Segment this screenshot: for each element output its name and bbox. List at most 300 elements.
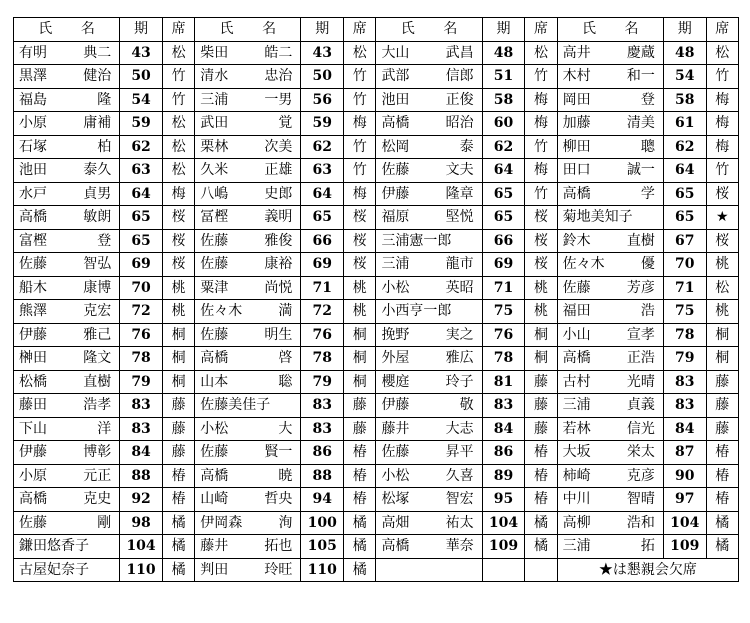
name-cell [195,253,301,277]
name-cell [557,300,663,324]
family-name: 高橋 [381,115,410,132]
seat-cell: 桜 [706,229,738,253]
seat-cell: 梅 [706,135,738,159]
header-term: 期 [301,18,344,42]
given-name: 克彦 [626,467,655,484]
seat-cell: 松 [162,135,194,159]
term-cell: 66 [301,229,344,253]
header-name-label [14,18,119,40]
family-name: 松塚 [381,491,410,508]
seat-cell: 梅 [706,112,738,136]
name-cell [557,276,663,300]
seat-cell: 桃 [706,300,738,324]
given-name: 隆文 [83,350,112,367]
header-seat: 席 [525,18,557,42]
seat-cell: 橘 [162,558,194,582]
table-row [14,300,739,324]
given-name: 龍市 [445,256,474,273]
family-name: 黒澤 [19,68,47,85]
given-name: 祐太 [445,514,474,531]
term-cell: 104 [663,511,706,535]
family-name: 古村 [562,373,591,390]
given-name: 文夫 [445,162,474,179]
table-row [14,464,739,488]
family-name: 三浦 [200,91,229,108]
family-name: 熊澤 [19,303,47,320]
given-name: 学 [640,185,655,202]
seat-cell: 桐 [162,347,194,371]
family-name: 佐藤 [381,162,410,179]
name-cell [376,464,482,488]
table-row [14,535,739,559]
family-name: 佐藤 [19,256,47,273]
name-cell [14,300,120,324]
header-name-char: 名 [80,21,95,38]
family-name: 若林 [562,420,591,437]
term-cell: 70 [120,276,163,300]
term-cell: 51 [482,65,525,89]
given-name: 和一 [626,68,655,85]
given-name: 泰久 [83,162,112,179]
term-cell: 64 [663,159,706,183]
term-cell: 54 [663,65,706,89]
seat-cell: 椿 [706,441,738,465]
name-cell [14,88,120,112]
term-cell: 65 [663,182,706,206]
name-cell [376,112,482,136]
name-cell [557,65,663,89]
family-name: 佐々木 [200,303,243,320]
family-name: 富樫 [19,232,47,249]
name-cell [14,229,120,253]
given-name: 次美 [264,138,293,155]
seat-cell: 桜 [525,253,557,277]
term-cell: 43 [301,41,344,65]
name-cell [376,441,482,465]
name-cell [195,347,301,371]
seat-cell: 藤 [162,394,194,418]
given-name: 博彰 [83,444,112,461]
seat-cell: 橘 [706,511,738,535]
name-cell [14,135,120,159]
given-name: 明生 [264,326,293,343]
name-cell [376,488,482,512]
name-cell [557,182,663,206]
term-cell: 48 [663,41,706,65]
given-name: 誠一 [626,162,655,179]
family-name: 高橋 [200,467,229,484]
table-row [14,159,739,183]
term-cell: 60 [482,112,525,136]
header-name-char: 氏 [38,21,53,38]
given-name: 雅己 [83,326,112,343]
term-cell: 83 [120,417,163,441]
term-cell: 71 [663,276,706,300]
name-cell [195,229,301,253]
name-cell [14,182,120,206]
given-name: 信光 [626,420,655,437]
given-name: 康裕 [264,256,293,273]
term-cell: 78 [301,347,344,371]
name-cell [14,347,120,371]
term-cell: 58 [663,88,706,112]
given-name: 敬 [459,397,474,414]
seat-cell: 竹 [706,159,738,183]
name-cell [195,135,301,159]
term-cell: 50 [120,65,163,89]
family-name: 冨樫 [200,209,229,226]
family-name: 小原 [19,467,47,484]
name-cell [195,441,301,465]
family-name: 木村 [562,68,591,85]
table-row [14,65,739,89]
seat-cell: 松 [162,112,194,136]
family-name: 小松 [381,279,410,296]
name-cell [557,253,663,277]
seat-cell: 竹 [162,88,194,112]
family-name: 松岡 [381,138,410,155]
seat-cell: 椿 [162,464,194,488]
name-cell [195,394,301,418]
name-cell [557,441,663,465]
seat-cell: 藤 [706,417,738,441]
family-name: 三浦 [562,538,591,555]
family-name: 武部 [381,68,410,85]
given-name: 智宏 [445,491,474,508]
given-name: 登 [640,91,655,108]
term-cell: 69 [120,253,163,277]
term-cell [482,558,525,582]
name-cell [557,347,663,371]
name-cell [376,41,482,65]
term-cell: 71 [482,276,525,300]
name-cell [557,229,663,253]
seat-cell: 椿 [706,464,738,488]
table-row [14,394,739,418]
given-name: 芳彦 [626,279,655,296]
seat-cell: 桜 [706,182,738,206]
seat-cell [525,558,557,582]
seat-cell: 桐 [344,347,376,371]
table-row [14,206,739,230]
family-name: 三浦憲一郎 [381,232,452,249]
family-name: 大坂 [562,444,591,461]
name-cell [557,112,663,136]
given-name: 洵 [278,514,293,531]
given-name: 聰 [640,138,655,155]
term-cell: 90 [663,464,706,488]
name-cell [14,488,120,512]
seat-cell: 竹 [706,65,738,89]
given-name: 尚悦 [264,279,293,296]
seat-cell: 梅 [162,182,194,206]
family-name: 菊地美知子 [562,209,633,226]
family-name: 大山 [381,44,410,61]
given-name: 堅悦 [445,209,474,226]
name-cell [14,41,120,65]
given-name: 満 [278,303,293,320]
name-cell [376,370,482,394]
seat-cell: 松 [162,41,194,65]
family-name: 高井 [562,44,591,61]
family-name: 八嶋 [200,185,229,202]
given-name: 典二 [83,44,112,61]
header-term: 期 [482,18,525,42]
term-cell: 64 [301,182,344,206]
seat-cell: 桃 [525,276,557,300]
seat-cell: 梅 [706,88,738,112]
family-name: 石塚 [19,138,47,155]
family-name: 柴田 [200,44,229,61]
table-row [14,182,739,206]
seat-cell: 桃 [162,300,194,324]
table-row [14,511,739,535]
term-cell: 79 [301,370,344,394]
given-name: 雅広 [445,350,474,367]
name-cell [195,88,301,112]
term-cell: 104 [120,535,163,559]
family-name: 福田 [562,303,591,320]
seat-cell: 藤 [706,394,738,418]
given-name: 華奈 [445,538,474,555]
term-cell: 86 [482,441,525,465]
term-cell: 94 [301,488,344,512]
term-cell: 105 [301,535,344,559]
given-name: 拓也 [264,538,293,555]
family-name: 高橋 [19,209,47,226]
given-name: 正雄 [264,162,293,179]
given-name: 智弘 [83,256,112,273]
family-name: 高橋 [562,185,591,202]
name-cell [14,370,120,394]
given-name: 浩和 [626,514,655,531]
seat-cell: 藤 [162,417,194,441]
name-cell [376,558,482,582]
term-cell: 54 [120,88,163,112]
term-cell: 59 [301,112,344,136]
header-name [14,18,120,42]
name-cell [14,112,120,136]
term-cell: 95 [482,488,525,512]
table-row [14,417,739,441]
seat-cell: 橘 [162,511,194,535]
table-row [14,347,739,371]
seat-cell: 桃 [706,253,738,277]
term-cell: 100 [301,511,344,535]
seat-cell: 藤 [344,394,376,418]
seat-cell: 桃 [344,300,376,324]
given-name: 剛 [97,514,112,531]
seating-table [13,17,739,582]
seat-cell: 藤 [162,441,194,465]
family-name: 伊藤 [381,185,410,202]
term-cell: 69 [482,253,525,277]
term-cell: 59 [120,112,163,136]
name-cell [14,253,120,277]
given-name: 久喜 [445,467,474,484]
seat-cell: 桐 [525,347,557,371]
seat-cell: ★ [706,206,738,230]
header-name-char: 氏 [219,21,234,38]
table-row [14,253,739,277]
term-cell: 83 [120,394,163,418]
family-name: 榊田 [19,350,47,367]
given-name: 聡 [278,373,293,390]
seat-cell: 椿 [525,464,557,488]
term-cell: 92 [120,488,163,512]
name-cell [195,159,301,183]
name-cell [376,394,482,418]
term-cell: 66 [482,229,525,253]
name-cell [376,159,482,183]
seat-cell: 椿 [525,441,557,465]
name-cell [376,276,482,300]
term-cell: 65 [120,229,163,253]
header-name-char: 氏 [400,21,415,38]
given-name: 宣孝 [626,326,655,343]
name-cell [195,370,301,394]
seat-cell: 桜 [162,229,194,253]
given-name: 直樹 [626,232,655,249]
family-name: 松橋 [19,373,47,390]
seat-cell: 椿 [344,488,376,512]
given-name: 一男 [264,91,293,108]
name-cell [557,323,663,347]
given-name: 玲子 [445,373,474,390]
given-name: 貞男 [83,185,112,202]
name-cell [557,511,663,535]
term-cell: 83 [482,394,525,418]
term-cell: 58 [482,88,525,112]
term-cell: 76 [482,323,525,347]
header-name [557,18,663,42]
name-cell [14,276,120,300]
family-name: 佐藤 [19,514,47,531]
legend-note: ★は懇親会欠席 [557,558,738,582]
name-cell [376,206,482,230]
table-row [14,370,739,394]
given-name: 清美 [626,115,655,132]
seat-cell: 桜 [525,229,557,253]
family-name: 佐々木 [562,256,605,273]
name-cell [376,182,482,206]
name-cell [195,323,301,347]
term-cell: 43 [120,41,163,65]
family-name: 小山 [562,326,591,343]
family-name: 福原 [381,209,410,226]
term-cell: 109 [663,535,706,559]
seat-cell: 桜 [525,206,557,230]
seat-cell: 椿 [706,488,738,512]
given-name: 光晴 [626,373,655,390]
family-name: 鈴木 [562,232,591,249]
name-cell [376,135,482,159]
given-name: 昭治 [445,115,474,132]
family-name: 伊藤 [381,397,410,414]
seat-cell: 橘 [525,511,557,535]
given-name: 元正 [83,467,112,484]
family-name: 佐藤 [200,326,229,343]
name-cell [557,535,663,559]
header-name-label [376,18,481,40]
term-cell: 110 [301,558,344,582]
given-name: 大 [278,420,293,437]
term-cell: 79 [120,370,163,394]
given-name: 直樹 [83,373,112,390]
header-name [195,18,301,42]
family-name: 久米 [200,162,229,179]
term-cell: 67 [663,229,706,253]
name-cell [376,417,482,441]
given-name: 洋 [97,420,112,437]
seat-cell: 桐 [706,347,738,371]
given-name: 英昭 [445,279,474,296]
term-cell: 78 [482,347,525,371]
seat-cell: 竹 [525,182,557,206]
header-name-label [558,18,663,40]
given-name: 義明 [264,209,293,226]
given-name: 実之 [445,326,474,343]
seat-cell: 藤 [706,370,738,394]
name-cell [557,394,663,418]
family-name: 三浦 [562,397,591,414]
seat-cell: 藤 [525,370,557,394]
term-cell: 50 [301,65,344,89]
family-name: 伊藤 [19,326,47,343]
family-name: 高橋 [19,491,47,508]
table-row [14,276,739,300]
name-cell [195,417,301,441]
given-name: 忠治 [264,68,293,85]
given-name: 登 [97,232,112,249]
seat-cell: 椿 [525,488,557,512]
given-name: 浩孝 [83,397,112,414]
name-cell [195,464,301,488]
name-cell [557,159,663,183]
name-cell [557,206,663,230]
name-cell [14,417,120,441]
family-name: 櫻庭 [381,373,410,390]
term-cell: 83 [663,394,706,418]
term-cell: 65 [120,206,163,230]
family-name: 伊藤 [19,444,47,461]
seat-cell: 藤 [525,394,557,418]
given-name: 昇平 [445,444,474,461]
name-cell [376,253,482,277]
family-name: 鎌田悠香子 [19,538,89,555]
seat-cell: 桜 [344,229,376,253]
header-row [14,18,739,42]
seat-cell: 桐 [162,370,194,394]
name-cell [557,370,663,394]
family-name: 山本 [200,373,229,390]
family-name: 佐藤美佳子 [200,397,271,414]
family-name: 佐藤 [562,279,591,296]
table-body [14,41,739,582]
header-seat: 席 [344,18,376,42]
given-name: 哲央 [264,491,293,508]
given-name: 庸補 [83,115,112,132]
given-name: 智晴 [626,491,655,508]
term-cell: 65 [301,206,344,230]
seat-cell: 竹 [344,159,376,183]
seat-cell: 松 [706,41,738,65]
given-name: 隆 [97,91,112,108]
header-term: 期 [663,18,706,42]
name-cell [376,323,482,347]
name-cell [557,488,663,512]
term-cell: 83 [301,417,344,441]
